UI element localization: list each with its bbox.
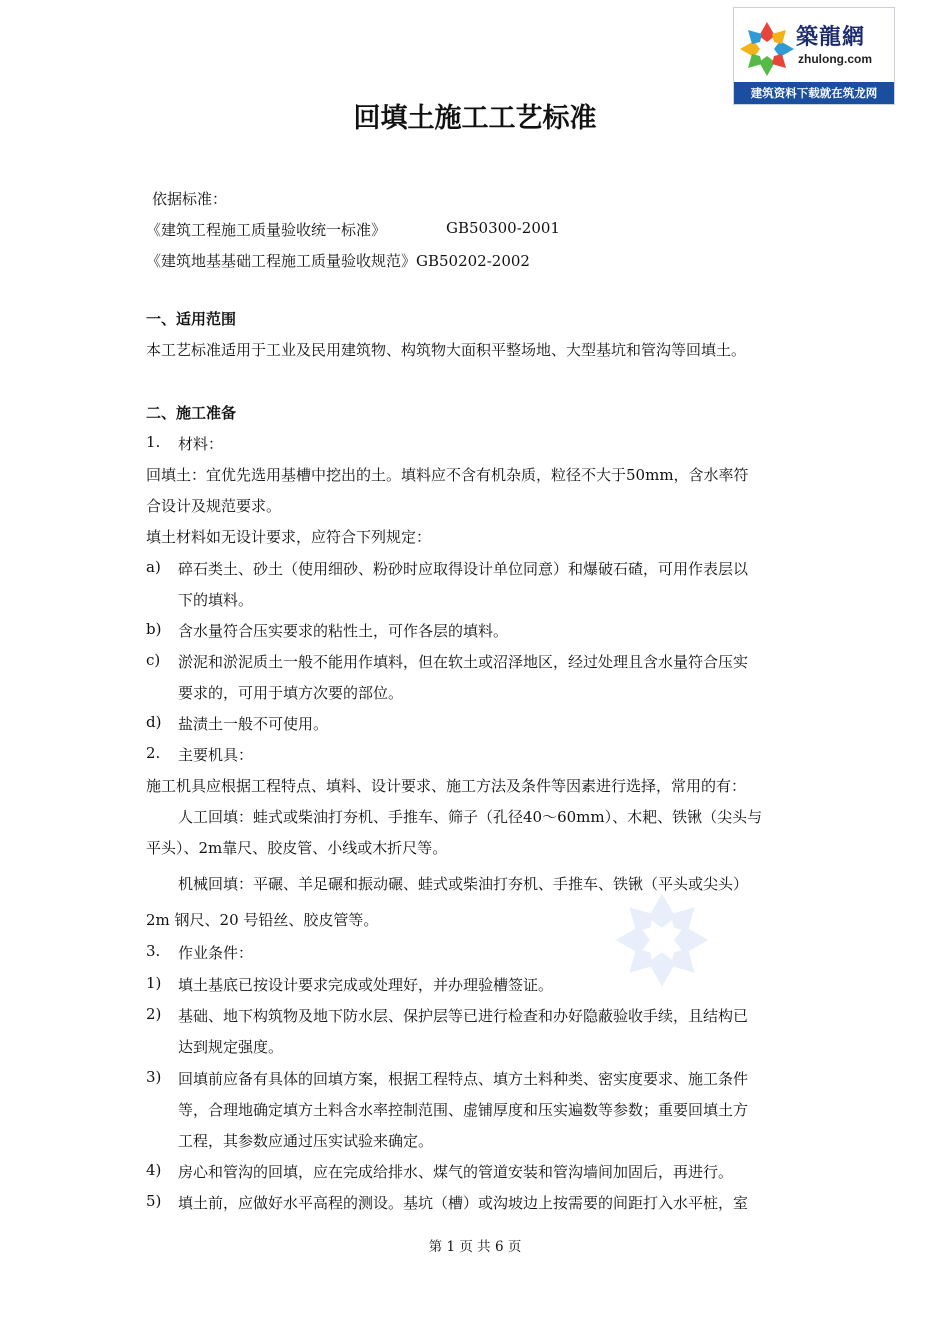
footer-suffix: 页 (507, 1239, 522, 1255)
item-2-number: 2. (146, 744, 161, 762)
item-3-label: 作业条件： (178, 944, 254, 962)
rule-c-line-2: 要求的，可用于填方次要的部位。 (178, 684, 404, 702)
condition-1-line-1: 填土基底已按设计要求完成或处理好，并办理验槽签证。 (178, 976, 554, 994)
item-2-label: 主要机具： (178, 746, 254, 764)
rule-d-mark: d) (146, 713, 162, 731)
footer-page-number: 1 (446, 1239, 456, 1255)
rule-a-line-2: 下的填料。 (178, 591, 254, 609)
condition-3-line-3: 工程，其参数应通过压实试验来确定。 (178, 1132, 434, 1150)
condition-4-mark: 4) (146, 1161, 162, 1179)
rule-b-line-1: 含水量符合压实要求的粘性土，可作各层的填料。 (178, 622, 509, 640)
footer-middle: 页 共 (459, 1239, 491, 1255)
section-2-heading: 二、施工准备 (146, 404, 237, 422)
condition-3-line-2: 等，合理地确定填方土料含水率控制范围、虚铺厚度和压实遍数等参数；重要回填土方 (178, 1101, 749, 1119)
condition-5-line-1: 填土前，应做好水平高程的测设。基坑（槽）或沟坡边上按需要的间距打入水平桩，室 (178, 1194, 749, 1212)
rule-c-line-1: 淤泥和淤泥质土一般不能用作填料，但在软土或沼泽地区，经过处理且含水量符合压实 (178, 653, 749, 671)
section-1-text: 本工艺标准适用于工业及民用建筑物、构筑物大面积平整场地、大型基坑和管沟等回填土。 (146, 341, 747, 359)
zhulong-logo (733, 7, 895, 105)
watermark-flower-icon (612, 890, 712, 990)
footer-total-pages: 6 (494, 1239, 504, 1255)
fill-rules-intro: 填土材料如无设计要求，应符合下列规定： (146, 528, 432, 546)
mechanical-tools-line-1: 机械回填：平碾、羊足碾和振动碾、蛙式或柴油打夯机、手推车、铁锹（平头或尖头） (178, 875, 749, 893)
condition-5-mark: 5) (146, 1192, 162, 1210)
logo-url: zhulong.com (798, 52, 872, 66)
logo-name: 築龍網 (796, 25, 866, 50)
page-footer (0, 1235, 950, 1255)
item-1-number: 1. (146, 433, 161, 451)
condition-3-mark: 3) (146, 1068, 162, 1086)
rule-a-line-1: 碎石类土、砂土（使用细砂、粉砂时应取得设计单位同意）和爆破石碴，可用作表层以 (178, 560, 749, 578)
document-title: 回填土施工工艺标准 (353, 103, 597, 134)
item-3-number: 3. (146, 942, 161, 960)
basis-standard-2: 《建筑地基基础工程施工质量验收规范》GB50202-2002 (146, 252, 530, 270)
item-1-label: 材料： (178, 435, 224, 453)
section-1-heading: 一、适用范围 (146, 310, 237, 328)
rule-c-mark: c) (146, 651, 161, 669)
rule-d-line-1: 盐渍土一般不可使用。 (178, 715, 329, 733)
basis-standard-1-name: 《建筑工程施工质量验收统一标准》 (146, 221, 387, 239)
condition-2-mark: 2) (146, 1005, 162, 1023)
mechanical-tools-line-2: 2m 钢尺、20 号铅丝、胶皮管等。 (146, 911, 379, 929)
fill-soil-line-2: 合设计及规范要求。 (146, 497, 282, 515)
condition-1-mark: 1) (146, 974, 162, 992)
condition-4-line-1: 房心和管沟的回填，应在完成给排水、煤气的管道安装和管沟墙间加固后，再进行。 (178, 1163, 734, 1181)
fill-soil-line-1: 回填土：宜优先选用基槽中挖出的土。填料应不含有机杂质，粒径不大于50mm，含水率符 (146, 466, 749, 484)
basis-standard-1-code: GB50300-2001 (446, 219, 560, 237)
rule-a-mark: a) (146, 558, 161, 576)
manual-tools-line-1: 人工回填：蛙式或柴油打夯机、手推车、筛子（孔径40～60mm）、木耙、铁锹（尖头与 (178, 808, 763, 826)
tools-intro: 施工机具应根据工程特点、填料、设计要求、施工方法及条件等因素进行选择，常用的有： (146, 777, 747, 795)
condition-2-line-2: 达到规定强度。 (178, 1038, 284, 1056)
logo-flower-icon (738, 20, 796, 78)
condition-2-line-1: 基础、地下构筑物及地下防水层、保护层等已进行检查和办好隐蔽验收手续，且结构已 (178, 1007, 749, 1025)
logo-slogan: 建筑资料下载就在筑龙网 (734, 82, 894, 104)
basis-label: 依据标准： (152, 190, 228, 208)
manual-tools-line-2: 平头）、2m靠尺、胶皮管、小线或木折尺等。 (146, 839, 448, 857)
footer-prefix: 第 (428, 1239, 443, 1255)
condition-3-line-1: 回填前应备有具体的回填方案，根据工程特点、填方土料种类、密实度要求、施工条件 (178, 1070, 749, 1088)
rule-b-mark: b) (146, 620, 162, 638)
